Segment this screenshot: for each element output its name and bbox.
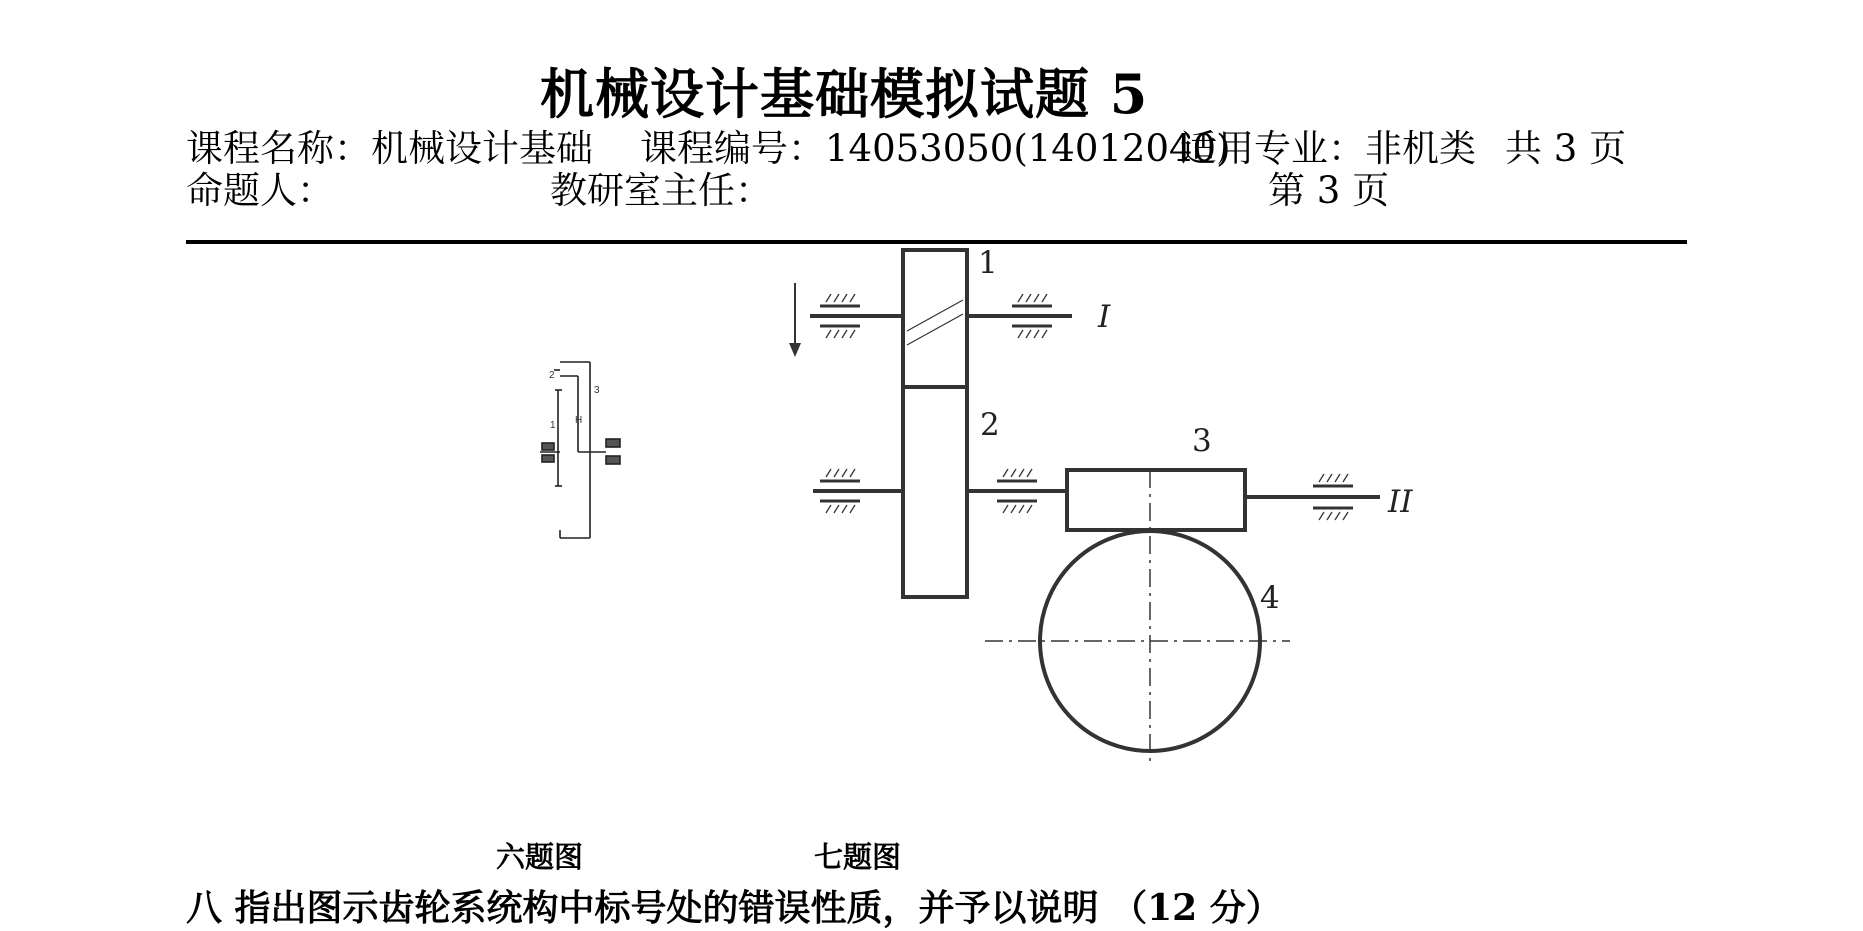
figure-6-caption: 六题图: [496, 840, 584, 874]
fig6-label-2: 2: [549, 370, 555, 381]
applicable-major: 适用专业：非机类: [1180, 127, 1476, 170]
page-number: 第 3 页: [1268, 169, 1390, 212]
fig6-label-h: H: [575, 415, 583, 426]
fig7-label-shaft-ii: II: [1388, 484, 1413, 520]
fig7-label-wheel-4: 4: [1260, 580, 1280, 616]
question-setter: 命题人：: [186, 169, 334, 212]
fig7-label-gear-2: 2: [980, 407, 1000, 443]
section-director: 教研室主任：: [550, 169, 772, 212]
figure-6-planetary-diagram: [540, 362, 620, 538]
fig7-label-worm-3: 3: [1192, 423, 1212, 459]
page-title: 机械设计基础模拟试题 5: [540, 62, 1149, 126]
fig6-label-1: 1: [550, 420, 556, 431]
course-name: 课程名称：机械设计基础: [186, 127, 593, 170]
figure-7-gear-worm-diagram: [789, 250, 1380, 762]
course-code: 课程编号：14053050(14012040): [640, 127, 1231, 170]
next-question-text: 八 指出图示齿轮系统构中标号处的错误性质，并予以说明 （12 分）: [186, 887, 1282, 929]
fig7-label-gear-1: 1: [978, 245, 998, 281]
fig7-label-shaft-i: I: [1098, 299, 1111, 335]
fig6-label-3: 3: [594, 385, 600, 396]
total-pages: 共 3 页: [1505, 127, 1627, 170]
figure-7-caption: 七题图: [814, 840, 902, 874]
